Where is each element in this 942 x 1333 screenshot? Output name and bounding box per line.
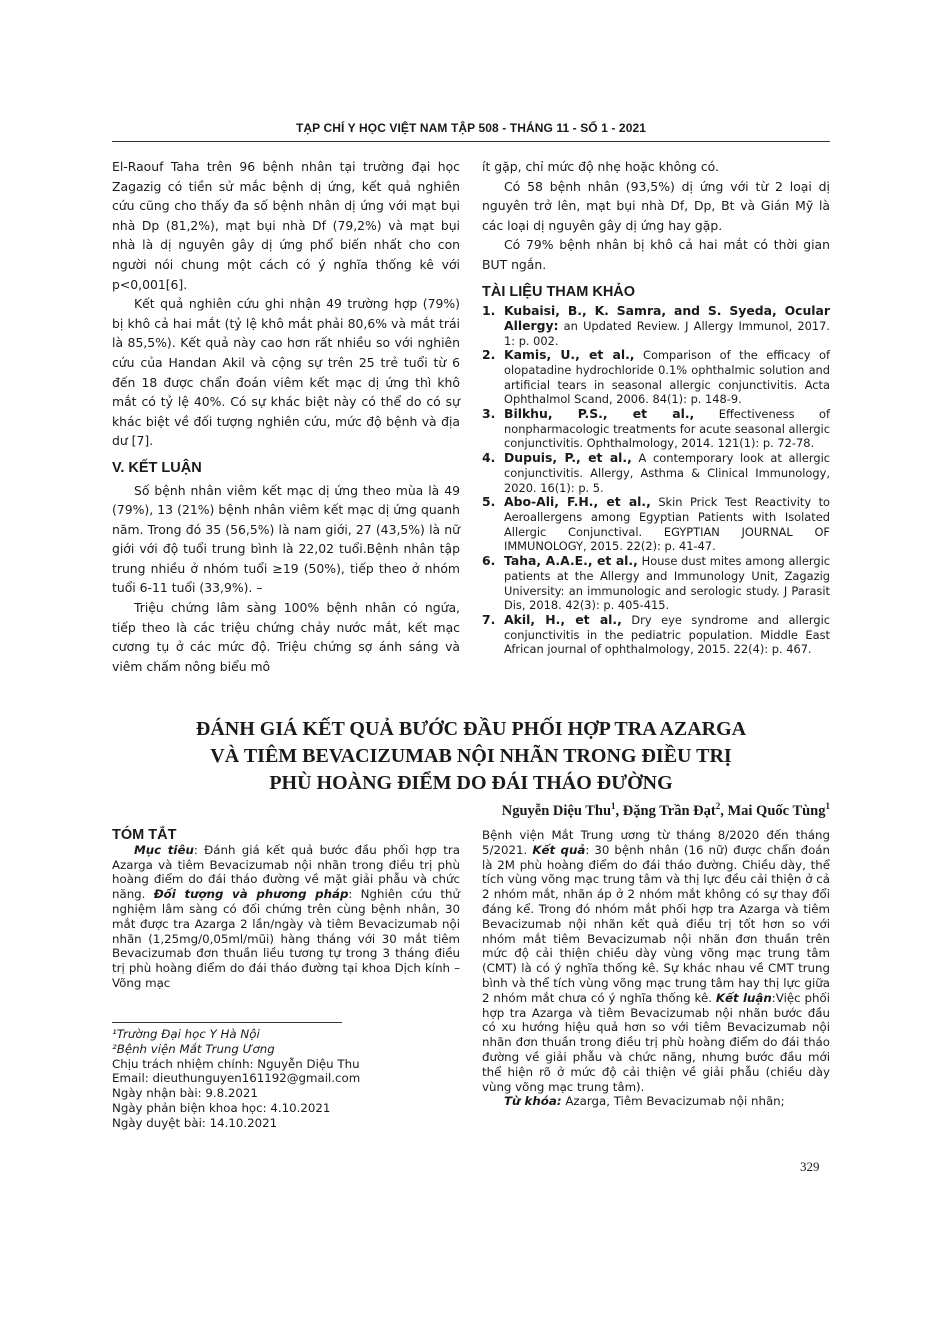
left-para-3: Số bệnh nhân viêm kết mạc dị ứng theo mùa là 49 (79%), 13 (21%) bệnh nhân viêm kết mạc dị ứng quanh năm. Trong đó 35 (56,5%) là nam giới, 27 (43,5%) là nữ giới với độ tuổi trung bình là 22,02 tuổi.Bệnh nhân tập trung nhiều ở nhóm tuổi ≥19 (50%), tiếp theo ở nhóm tuổi 6-11 tuổi (33,9%). – bbox=[112, 482, 460, 596]
reference-item bbox=[482, 613, 830, 657]
methods-text: : Nghiên cứu thử nghiệm lâm sàng có đối chứng trên cùng bệnh nhân, 30 mắt được tra Azarga 2 lần/ngày và tiêm Bevacizumab nội nhãn (1,25mg/0,05ml/mũi) hàng tháng với 30 mắt tiêm Bevacizumab đơn thuần liều tương tự trong 3 tháng điều trị phù hoàng điểm do đái tháo đường tại khoa Dịch kính – Võng mạc bbox=[112, 887, 461, 990]
reference-authors: Abo-Ali, F.H., et al., bbox=[504, 494, 651, 510]
header-rule bbox=[112, 141, 830, 142]
author-affiliation-mark: 1 bbox=[611, 801, 616, 811]
page-number: 329 bbox=[800, 1159, 820, 1174]
keywords-label: Từ khóa: bbox=[504, 1094, 562, 1109]
right-para-2: Có 58 bệnh nhân (93,5%) dị ứng với từ 2 loại dị nguyên trở lên, mạt bụi nhà Df, Dp, Bt và Gián Mỹ là các loại dị nguyên gây dị ứng hay gặp. bbox=[482, 178, 830, 233]
footnote-accepted: Ngày duyệt bài: 14.10.2021 bbox=[112, 1115, 278, 1130]
footnote-received: Ngày nhận bài: 9.8.2021 bbox=[112, 1086, 258, 1101]
conclusion-heading: V. KẾT LUẬN bbox=[112, 459, 202, 476]
author-name: Đặng Trần Đạt bbox=[622, 802, 716, 819]
footnote-reviewed: Ngày phản biện khoa học: 4.10.2021 bbox=[112, 1100, 331, 1115]
abstract-para-1 bbox=[112, 843, 460, 991]
reference-text: Effectiveness of nonpharmacologic treatments for acute seasonal allergic conjunctivitis. Ophthalmology, 2014. 121(1): p. 72-78. bbox=[504, 407, 831, 451]
reference-text: A contemporary look at allergic conjunctivitis. Allergy, Asthma & Clinical Immunology, 2020. 16(1): p. 5. bbox=[504, 451, 830, 495]
setting-text: Bệnh viện Mắt Trung ương từ tháng 8/2020 đến tháng 5/2021. bbox=[482, 828, 830, 857]
author-affiliation-mark: 1 bbox=[825, 801, 830, 811]
methods-label: Đối tượng và phương pháp bbox=[153, 887, 349, 902]
left-para-4: Triệu chứng lâm sàng 100% bệnh nhân có ngứa, tiếp theo là các triệu chứng chảy nước mắt, kết mạc cương tụ ở các mức độ. Triệu chứng sợ ánh sáng và viêm chấm nông biểu mô bbox=[112, 600, 460, 674]
author-name: Mai Quốc Tùng bbox=[727, 802, 826, 819]
reference-item bbox=[482, 495, 830, 554]
author-affiliation-mark: 2 bbox=[715, 801, 721, 811]
title-line-2: VÀ TIÊM BEVACIZUMAB NỘI NHÃN TRONG ĐIỀU TRỊ bbox=[210, 745, 732, 767]
abstract-right bbox=[482, 828, 830, 1109]
abstract-para-2 bbox=[482, 828, 830, 1094]
right-column bbox=[482, 157, 830, 657]
references-heading: TÀI LIỆU THAM KHẢO bbox=[482, 283, 636, 300]
reference-number: 3. bbox=[482, 406, 496, 422]
footnote-email: Email: dieuthunguyen161192@gmail.com bbox=[112, 1071, 361, 1086]
reference-item bbox=[482, 407, 830, 451]
reference-authors: Taha, A.A.E., et al., bbox=[504, 553, 638, 569]
author-line bbox=[502, 801, 830, 820]
reference-list bbox=[482, 304, 830, 657]
reference-item bbox=[482, 554, 830, 613]
running-header: TẠP CHÍ Y HỌC VIỆT NAM TẬP 508 - THÁNG 11 - SỐ 1 - 2021 bbox=[295, 121, 647, 135]
footnote-rule bbox=[112, 1022, 342, 1023]
conclusion-text: :Việc phối hợp tra Azarga và tiêm Bevacizumab nội nhãn bước đầu có xu hướng hiệu quả hơn so với tiêm Bevacizumab nội nhãn đơn thuần trong điều trị phù hoàng điểm do đái tháo đường về giải phẫu và chức năng, nhưng bước đầu mới thể hiện rõ ở mức độ cải thiện về giải phẫu (chiều dày vùng võng mạc trung tâm). bbox=[482, 990, 830, 1094]
author-separator: , bbox=[720, 802, 728, 819]
title-line-1: ĐÁNH GIÁ KẾT QUẢ BƯỚC ĐẦU PHỐI HỢP TRA AZARGA bbox=[195, 718, 747, 740]
reference-item bbox=[482, 451, 830, 495]
reference-authors: Akil, H., et al., bbox=[504, 611, 622, 627]
footnotes bbox=[112, 1027, 460, 1131]
reference-authors: Kubaisi, B., K. Samra, and S. Syeda, Ocular Allergy: bbox=[504, 303, 830, 333]
right-para-1: ít gặp, chỉ mức độ nhẹ hoặc không có. bbox=[482, 159, 719, 174]
abstract-left bbox=[112, 828, 460, 991]
keywords bbox=[482, 1094, 830, 1109]
footnote-corresponding: Chịu trách nhiệm chính: Nguyễn Diệu Thu bbox=[112, 1056, 360, 1071]
reference-number: 1. bbox=[482, 303, 496, 319]
results-label: Kết quả bbox=[532, 842, 586, 857]
author-separator: , bbox=[615, 802, 623, 819]
reference-number: 2. bbox=[482, 347, 496, 363]
reference-authors: Kamis, U., et al., bbox=[504, 347, 635, 363]
left-column bbox=[112, 157, 460, 676]
reference-number: 7. bbox=[482, 611, 496, 627]
objective-text: : Đánh giá kết quả bước đầu phối hợp tra Azarga và tiêm Bevacizumab nội nhãn trong điều trị phù hoàng điểm do đái tháo đường về mặt giải phẫu và chức năng. bbox=[112, 842, 460, 902]
reference-number: 4. bbox=[482, 450, 496, 466]
reference-number: 6. bbox=[482, 553, 496, 569]
keywords-text: Azarga, Tiêm Bevacizumab nội nhãn; bbox=[561, 1094, 785, 1109]
reference-item bbox=[482, 304, 830, 348]
footnote-affiliation-1: ¹Trường Đại học Y Hà Nội bbox=[112, 1027, 260, 1041]
results-text: : 30 bệnh nhân (16 nữ) được chẩn đoán là 2M phù hoàng điểm do đái tháo đường. Chiều dày, thể tích vùng võng mạc trung tâm và thị lực đều cải thiện ở cả 2 nhóm mắt, nhãn áp ở 2 nhóm mắt không có sự thay đổi đáng kể. Trong đó nhóm mắt phối hợp tra Azarga và tiêm Bevacizumab nội nhãn kết quả điều trị tốt hơn so với nhóm mắt tiêm Bevacizumab nội nhãn đơn thuần trên mức độ cải thiện chiều dày vùng võng mạc trung tâm (CMT) là có ý nghĩa thống kê. Sự khác nhau về CMT trung bình và thể tích vùng võng mạc trung tâm hay thị lực giữa 2 nhóm mắt chưa có ý nghĩa thống kê. bbox=[482, 842, 830, 1005]
reference-authors: Dupuis, P., et al., bbox=[504, 450, 632, 466]
left-para-1: El-Raouf Taha trên 96 bệnh nhân tại trường đại học Zagazig có tiền sử mắc bệnh dị ứng, kết quả nghiên cứu cũng cho thấy đa số bệnh nhân dị ứng với mạt bụi nhà Dp (81,2%), mạt bụi nhà Df (79,2%) và mạt bụi nhà là dị nguyên gây dị ứng phổ biến nhất cho con người nói chung một cách có ý nghĩa thống kê với p<0,001[6]. bbox=[112, 159, 460, 292]
reference-text: Dry eye syndrome and allergic conjunctivitis in the pediatric population. Middle East African journal of ophthalmology, 2015. 22(4): p. 467. bbox=[504, 612, 831, 657]
reference-text: Skin Prick Test Reactivity to Aeroallergens among Egyptian Patients with Isolated Allergic Conjunctival. EGYPTIAN JOURNAL OF IMMUNOLOGY, 2015. 22(2): p. 41-47. bbox=[504, 495, 831, 554]
left-para-2: Kết quả nghiên cứu ghi nhận 49 trường hợp (79%) bị khô cả hai mắt (tỷ lệ khô mắt phải 80,6% và mắt trái là 85,5%). Kết quả này cao hơn rất nhiều so với nghiên cứu của Handan Akil và cộng sự trên 25 trẻ tuổi từ 6 đến 18 được chẩn đoán viêm kết mạc dị ứng thì khô mắt có tỷ lệ 40%. Có sự khác biệt này có thể do có sự khác biệt về đối tượng nghiên cứu, mức độ bệnh và địa dư [7]. bbox=[112, 296, 460, 449]
article-title bbox=[112, 716, 830, 797]
reference-text: Comparison of the efficacy of olopatadine hydrochloride 0.1% ophthalmic solution and artificial tears in seasonal allergic conjunctivitis. Acta Ophthalmol Scand, 2006. 84(1): p. 148-9. bbox=[504, 348, 831, 407]
conclusion-label: Kết luận bbox=[715, 990, 772, 1005]
title-line-3: PHÙ HOÀNG ĐIỂM DO ĐÁI THÁO ĐƯỜNG bbox=[269, 772, 673, 794]
abstract-heading: TÓM TẮT bbox=[112, 827, 177, 843]
objective-label: Mục tiêu bbox=[134, 842, 194, 857]
right-para-3: Có 79% bệnh nhân bị khô cả hai mắt có thời gian BUT ngắn. bbox=[482, 237, 830, 272]
reference-number: 5. bbox=[482, 494, 496, 510]
reference-authors: Bilkhu, P.S., et al., bbox=[504, 406, 695, 422]
author-name: Nguyễn Diệu Thu bbox=[501, 802, 612, 819]
reference-item bbox=[482, 348, 830, 407]
reference-text: House dust mites among allergic patients at the Allergy and Immunology Unit, Zagazig University: an immunologic and serologic study. J Parasit Dis, 2018. 42(3): p. 405-415. bbox=[504, 554, 830, 613]
reference-text: an Updated Review. J Allergy Immunol, 2017. 1: p. 002. bbox=[504, 318, 830, 348]
footnote-affiliation-2: ²Bệnh viện Mắt Trung Ương bbox=[112, 1041, 275, 1056]
